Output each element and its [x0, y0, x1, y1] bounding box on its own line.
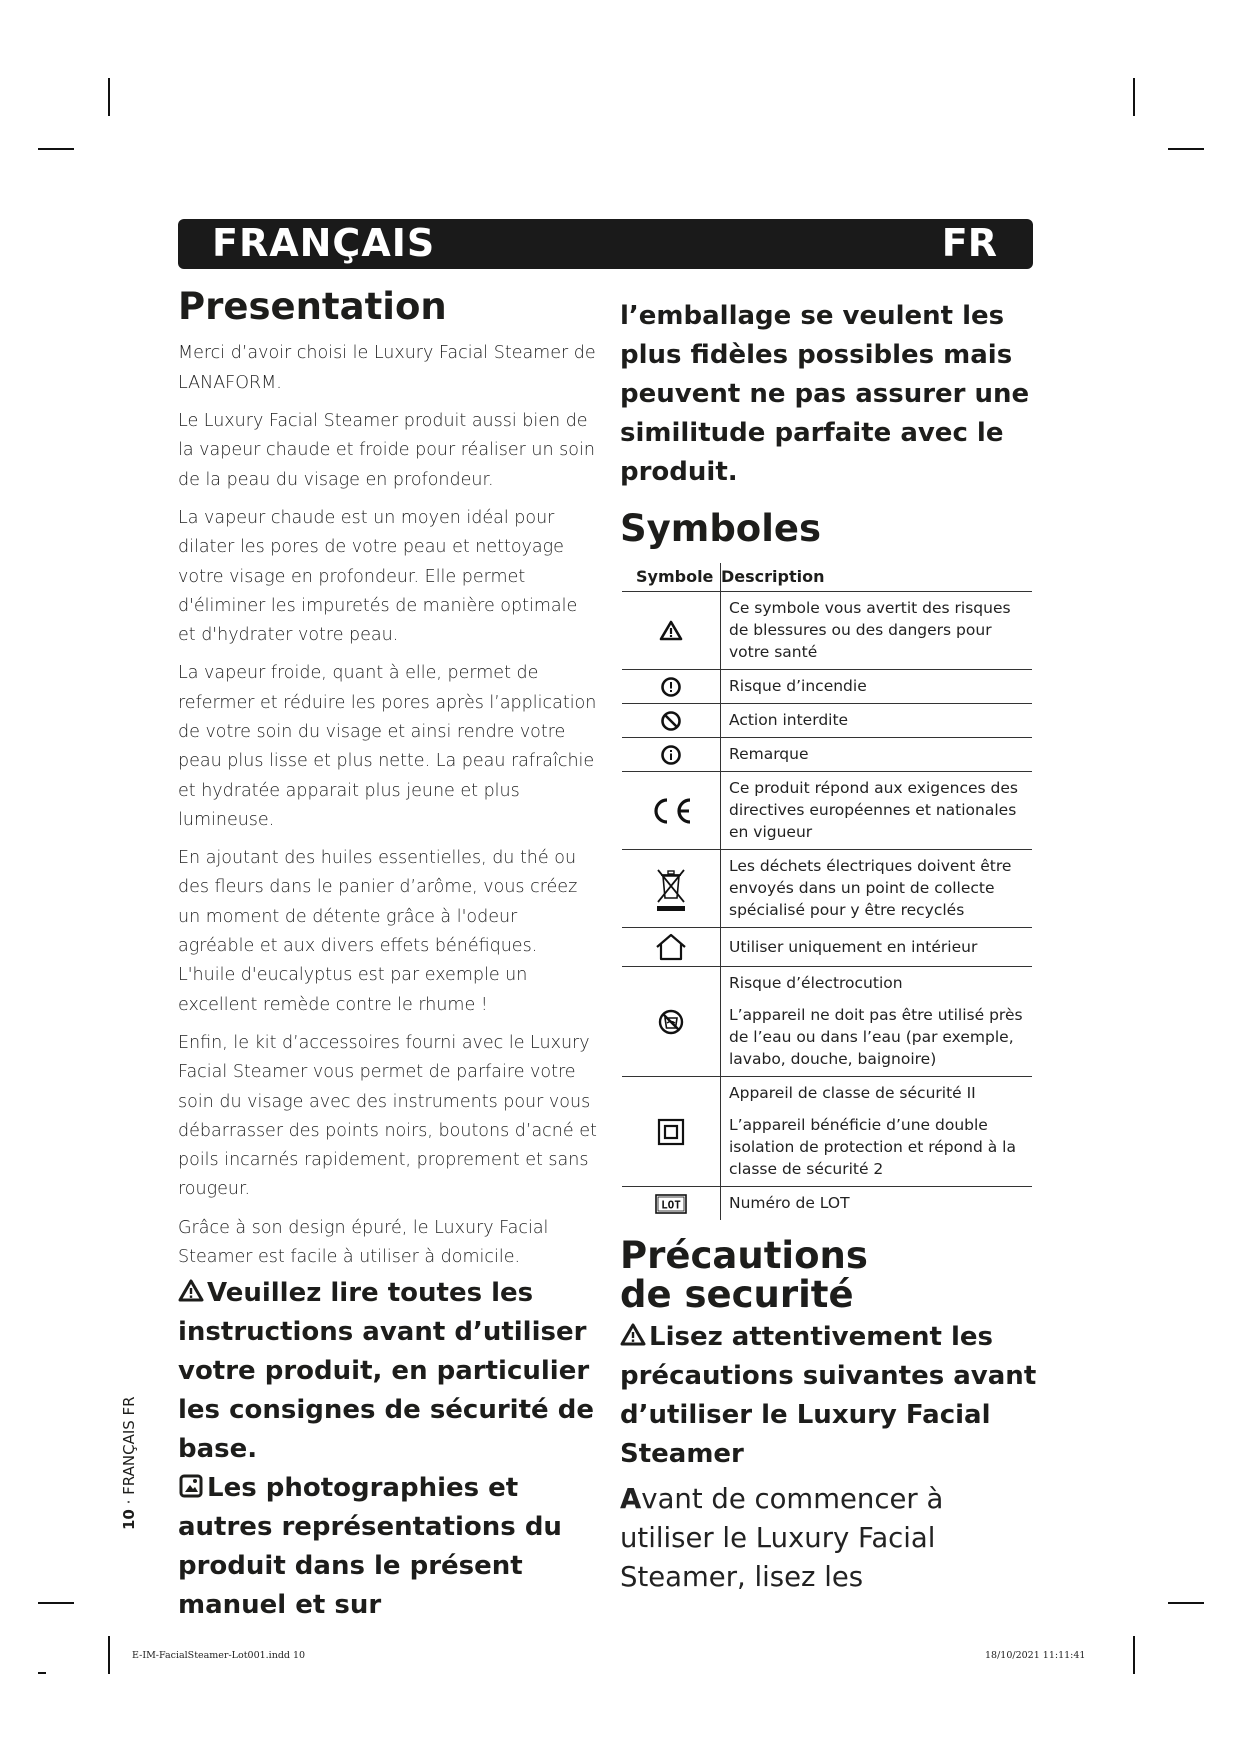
symbol-description: Numéro de LOT	[729, 1194, 850, 1213]
right-column	[620, 297, 1040, 1597]
photo-icon	[178, 1473, 204, 1499]
photo-note-continued: l’emballage se veulent les plus fidèles possibles mais peuvent ne pas assurer une similitude parfaite avec le produit.	[620, 301, 1030, 487]
presentation-paragraph: Enfin, le kit d’accessoires fourni avec le Luxury Facial Steamer vous permet de parfaire votre soin du visage avec des instruments pour vous débarrasser des points noirs, boutons d’acné et poils incarnés rapidement, proprement et sans rougeur.	[178, 1032, 597, 1200]
column-header-symbol: Symbole	[622, 563, 721, 592]
symbol-description: Risque d’incendie	[721, 670, 1033, 704]
crop-mark	[1168, 148, 1204, 150]
file-slug: E-IM-FacialSteamer-Lot001.indd 10	[132, 1650, 306, 1661]
print-timestamp: 18/10/2021 11:11:41	[985, 1650, 1086, 1661]
weee-bin-icon	[654, 864, 688, 914]
crop-mark	[108, 78, 110, 116]
table-row	[622, 850, 1032, 928]
crop-mark	[1168, 1602, 1204, 1604]
presentation-title: Presentation	[178, 285, 447, 328]
table-header-row	[622, 563, 1032, 592]
symbol-description: Action interdite	[721, 704, 1033, 738]
table-row	[622, 704, 1032, 738]
crop-mark	[38, 1672, 46, 1674]
photo-note-text: Les photographies et autres représentations du produit dans le présent manuel et sur	[178, 1473, 562, 1621]
lot-icon	[655, 1194, 687, 1214]
lead-text: vant de commencer à utiliser le Luxury Facial Steamer, lisez les	[620, 1483, 944, 1594]
presentation-paragraph: La vapeur chaude est un moyen idéal pour dilater les pores de votre peau et nettoyage votre visage en profondeur. Elle permet d'éliminer les impuretés de manière optimale et d'hydrater votre peau.	[178, 507, 578, 646]
table-row	[622, 592, 1032, 670]
warning-text: Veuillez lire toutes les instructions avant d’utiliser votre produit, en particulier les consignes de sécurité de base.	[178, 1278, 594, 1465]
table-row	[622, 670, 1032, 704]
read-instructions-warning	[178, 1274, 598, 1469]
left-column	[178, 286, 598, 1625]
crop-mark	[38, 1602, 74, 1604]
warning-triangle-icon	[620, 1322, 646, 1348]
presentation-paragraph: Merci d’avoir choisi le Luxury Facial Steamer de LANAFORM.	[178, 343, 596, 393]
drop-cap: A	[620, 1483, 642, 1516]
language-banner	[178, 219, 1033, 269]
presentation-paragraph: En ajoutant des huiles essentielles, du thé ou des fleurs dans le panier d’arôme, vous créez un moment de détente grâce à l'odeur agréable et aux divers effets bénéfiques. L'huile d'eucalyptus est par exemple un excellent remède contre le rhume !	[178, 848, 578, 1015]
table-row	[622, 1187, 1032, 1221]
precautions-warning-text: Lisez attentivement les précautions suivantes avant d’utiliser le Luxury Facial Steamer	[620, 1322, 1037, 1470]
page-number: 10	[120, 1509, 138, 1530]
info-icon	[660, 744, 682, 766]
crop-mark	[38, 148, 74, 150]
table-row	[622, 1077, 1032, 1187]
language-code: FR	[941, 221, 997, 265]
symbol-description: Risque d’électrocution	[729, 974, 903, 993]
side-language-label: · FRANÇAIS FR	[120, 1396, 138, 1510]
column-header-description: Description	[721, 563, 1033, 592]
crop-mark	[1133, 1636, 1135, 1674]
precautions-lead-paragraph	[620, 1480, 1040, 1597]
symbol-description: Ce symbole vous avertit des risques de blessures ou des dangers pour votre santé	[721, 592, 1033, 670]
symbols-title: Symboles	[620, 507, 822, 550]
symbol-description-detail: L’appareil ne doit pas être utilisé près de l’eau ou dans l’eau (par exemple, lavabo, douche, baignoire)	[729, 1006, 1023, 1069]
language-title: FRANÇAIS	[212, 221, 436, 265]
svg-text:LOT: LOT	[661, 1198, 681, 1212]
ce-mark-icon	[648, 796, 694, 826]
presentation-paragraph: Grâce à son design épuré, le Luxury Facial Steamer est facile à utiliser à domicile.	[178, 1217, 549, 1268]
symbol-description: Utiliser uniquement en intérieur	[721, 928, 1033, 967]
symbol-description: Appareil de classe de sécurité II	[729, 1084, 976, 1103]
warning-triangle-icon	[659, 619, 683, 643]
no-water-icon	[657, 1008, 685, 1036]
precautions-title	[620, 1234, 1040, 1317]
precautions-warning	[620, 1318, 1040, 1474]
indoor-house-icon	[654, 932, 688, 962]
fire-risk-icon	[660, 676, 682, 698]
symbol-description-detail: L’appareil bénéficie d’une double isolation de protection et répond à la classe de sécurité 2	[729, 1116, 1016, 1179]
precautions-title-line: de securité	[620, 1273, 854, 1317]
presentation-paragraph: Le Luxury Facial Steamer produit aussi bien de la vapeur chaude et froide pour réaliser un soin de la peau du visage en profondeur.	[178, 411, 595, 490]
precautions-title-line: Précautions	[620, 1234, 868, 1278]
warning-triangle-icon	[178, 1278, 204, 1304]
class-ii-icon	[656, 1117, 686, 1147]
side-page-label	[120, 1396, 138, 1530]
presentation-paragraph: La vapeur froide, quant à elle, permet de refermer et réduire les pores après l’application de votre soin du visage et ainsi rendre votre peau plus lisse et plus nette. La peau rafraîchie et hydratée apparait plus jeune et plus lumineuse.	[178, 663, 597, 830]
table-row	[622, 928, 1032, 967]
symbols-table	[622, 563, 1032, 1220]
symbol-description: Remarque	[721, 738, 1033, 772]
table-row	[622, 967, 1032, 1077]
crop-mark	[108, 1636, 110, 1674]
table-row	[622, 772, 1032, 850]
symbol-description: Les déchets électriques doivent être envoyés dans un point de collecte spécialisé pour y être recyclés	[721, 850, 1033, 928]
crop-mark	[1133, 78, 1135, 116]
table-row	[622, 738, 1032, 772]
symbol-description: Ce produit répond aux exigences des directives européennes et nationales en vigueur	[721, 772, 1033, 850]
photo-note	[178, 1469, 598, 1625]
prohibited-icon	[660, 710, 682, 732]
